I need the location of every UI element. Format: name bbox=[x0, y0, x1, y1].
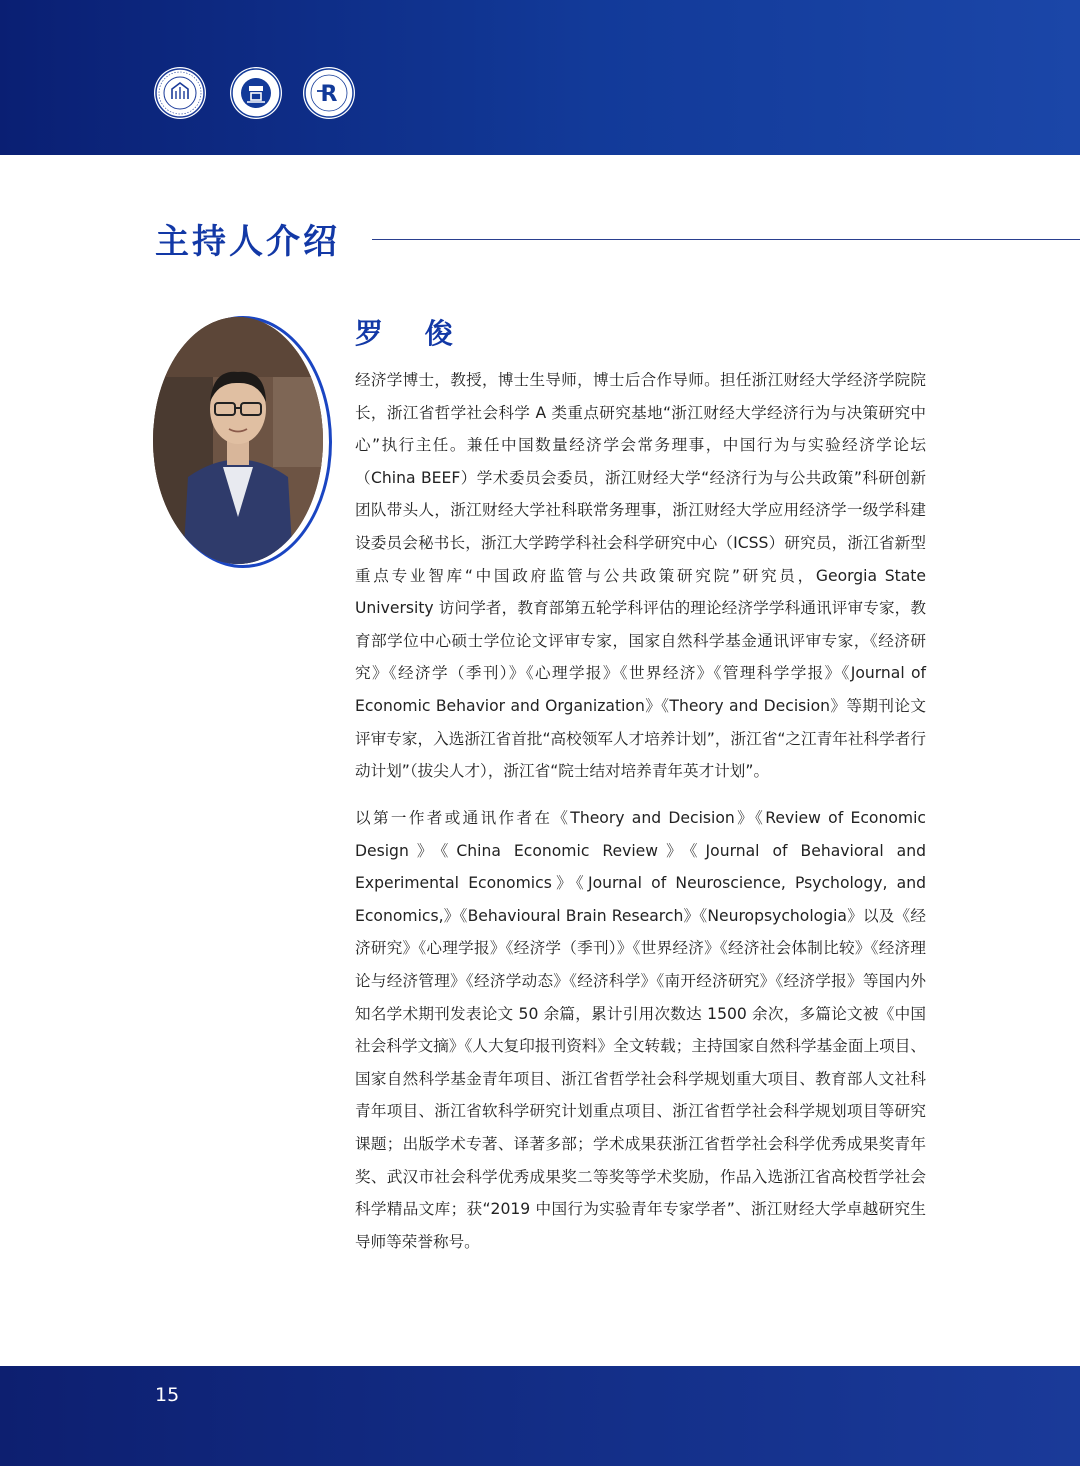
host-publications: 以第一作者或通讯作者在《Theory and Decision》《Review of Economic Design》《China Economic Review》《Journal of Behavioral and Experimental Economics》《Journal of Neuroscience, Psychology, and Economics,》《Behavioural Brain Research》《Neuropsychologia》以及《经济研究》《心理学报》《经济学（季刊）》《世界经济》《经济社会体制比较》《经济理论与经济管理》《经济学动态》《经济科学》《南开经济研究》《经济学报》等国内外知名学术期刊发表论文 50 余篇，累计引用次数达 1500 余次，多篇论文被《中国社会科学文摘》《人大复印报刊资料》全文转载；主持国家自然科学基金面上项目、国家自然科学基金青年项目、浙江省哲学社会科学规划重大项目、教育部人文社科青年项目、浙江省软科学研究计划重点项目、浙江省哲学社会科学规划项目等研究课题；出版学术专著、译著多部；学术成果获浙江省哲学社会科学优秀成果奖青年奖、武汉市社会科学优秀成果奖二等奖等学术奖励，作品入选浙江省高校哲学社会科学精品文库；获“2019 中国行为实验青年专家学者”、浙江财经大学卓越研究生导师等荣誉称号。 bbox=[355, 809, 926, 1251]
host-bio: 经济学博士，教授，博士生导师，博士后合作导师。担任浙江财经大学经济学院院长，浙江省哲学社会科学 A 类重点研究基地“浙江财经大学经济行为与决策研究中心”执行主任。兼任中国数量经济学会常务理事，中国行为与实验经济学论坛（China BEEF）学术委员会委员，浙江财经大学“经济行为与公共政策”科研创新团队带头人，浙江财经大学社科联常务理事，浙江财经大学应用经济学一级学科建设委员会秘书长，浙江大学跨学科社会科学研究中心（ICSS）研究员，浙江省新型重点专业智库“中国政府监管与公共政策研究院”研究员，Georgia State University 访问学者，教育部第五轮学科评估的理论经济学学科通讯评审专家，教育部学位中心硕士学位论文评审专家，国家自然科学基金通讯评审专家，《经济研究》《经济学（季刊）》《心理学报》《世界经济》《管理科学学报》《Journal of Economic Behavior and Organization》《Theory and Decision》等期刊论文评审专家，入选浙江省首批“高校领军人才培养计划”，浙江省“之江青年社科学者行动计划”（拔尖人才），浙江省“院士结对培养青年英才计划”。 bbox=[355, 371, 926, 781]
page-number: 15 bbox=[155, 1384, 180, 1406]
host-portrait bbox=[153, 317, 323, 564]
school-of-economics-seal-icon bbox=[230, 67, 282, 119]
research-center-seal-icon bbox=[303, 67, 355, 119]
footer-band bbox=[0, 1366, 1080, 1466]
title-divider bbox=[372, 239, 1080, 240]
host-name: 罗 俊 bbox=[355, 317, 469, 350]
header-band bbox=[0, 0, 1080, 155]
section-title: 主持人介绍 bbox=[155, 222, 340, 262]
svg-text:R: R bbox=[320, 82, 338, 107]
university-seal-icon bbox=[154, 67, 206, 119]
